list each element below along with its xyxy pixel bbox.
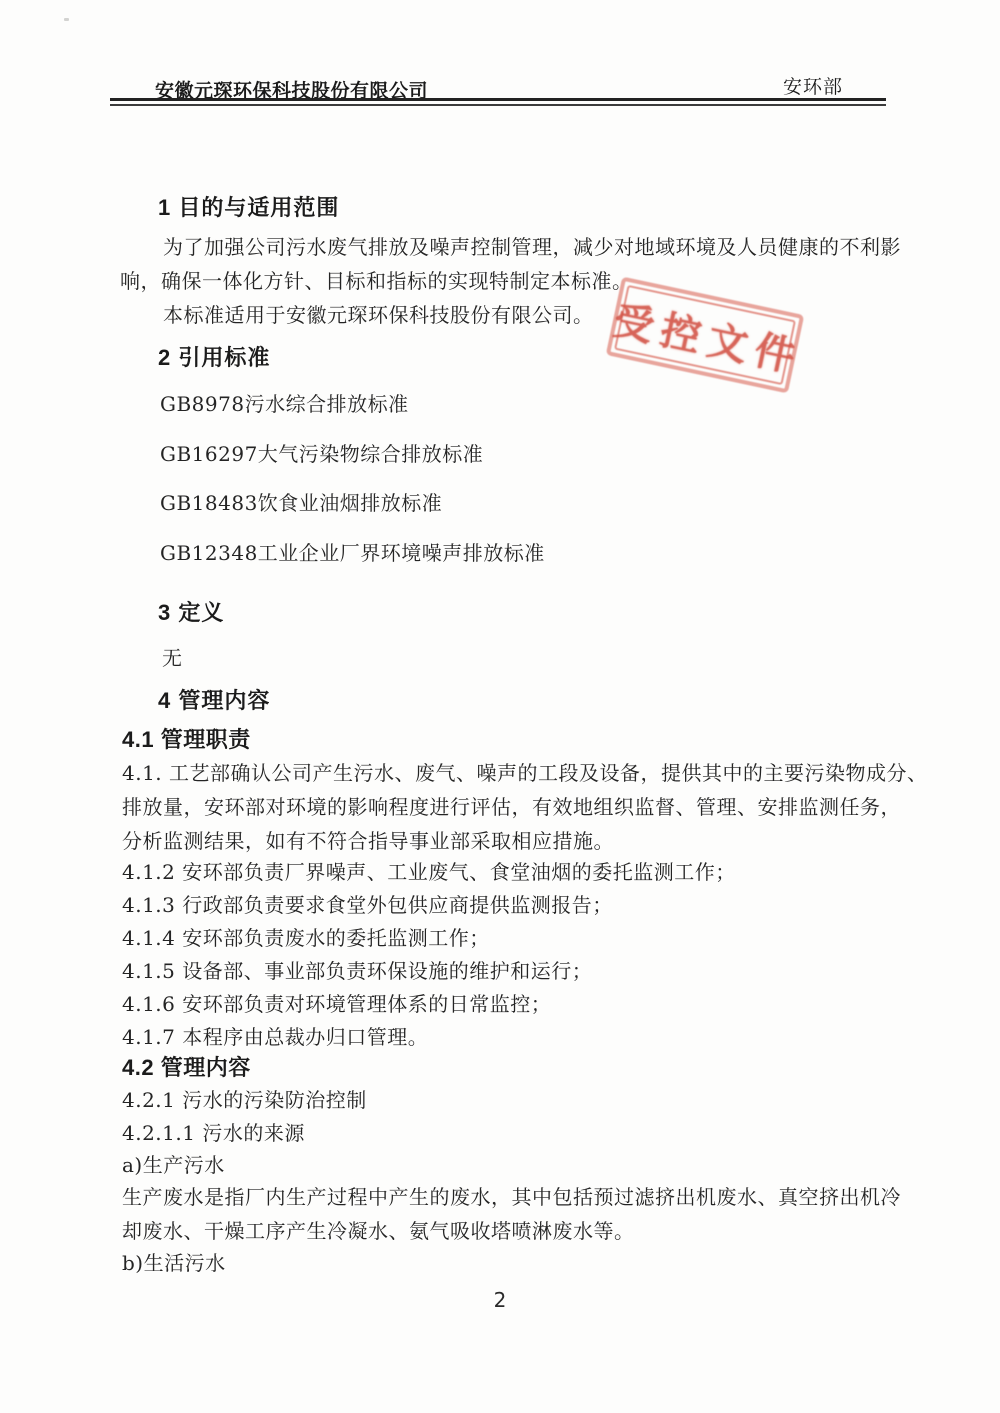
clause-4-1-line-2: 排放量，安环部对环境的影响程度进行评估，有效地组织监督、管理、安排监测任务，: [122, 795, 901, 819]
item-b-domestic-wastewater: b)生活污水: [122, 1251, 226, 1275]
clause-4-1-line-1: 4.1. 工艺部确认公司产生污水、废气、噪声的工段及设备，提供其中的主要污染物成分、: [122, 761, 928, 785]
section-2-title: 2 引用标准: [158, 345, 271, 370]
section-4-title: 4 管理内容: [158, 688, 271, 713]
production-wastewater-line-2: 却废水、干燥工序产生冷凝水、氨气吸收塔喷淋废水等。: [122, 1219, 635, 1243]
reference-item: [160, 487, 442, 516]
clause-4-1-4: 4.1.4 安环部负责废水的委托监测工作；: [122, 926, 490, 950]
reference-name: 饮食业油烟排放标准: [257, 491, 443, 515]
clause-4-1-line-3: 分析监测结果，如有不符合指导事业部采取相应措施。: [122, 829, 614, 853]
reference-code: GB8978: [160, 392, 245, 416]
stamp-text: 受控文件: [609, 295, 808, 382]
production-wastewater-line-1: 生产废水是指厂内生产过程中产生的废水，其中包括预过滤挤出机废水、真空挤出机冷: [122, 1185, 901, 1209]
section-1-paragraph-line-1: 为了加强公司污水废气排放及噪声控制管理，减少对地域环境及人员健康的不利影: [163, 235, 901, 259]
controlled-document-stamp: [606, 277, 808, 394]
stamp-inner-border: [609, 285, 808, 385]
clause-4-1-5: 4.1.5 设备部、事业部负责环保设施的维护和运行；: [122, 959, 593, 983]
reference-code: GB18483: [160, 491, 258, 515]
clause-4-1-3: 4.1.3 行政部负责要求食堂外包供应商提供监测报告；: [122, 893, 613, 917]
reference-item: [160, 537, 545, 566]
reference-name: 工业企业厂界环境噪声排放标准: [257, 541, 545, 565]
reference-item: [160, 388, 409, 417]
header-department: 安环部: [783, 77, 844, 98]
header-double-rule: [110, 98, 886, 106]
section-4-2-title: 4.2 管理内容: [122, 1055, 251, 1080]
header-company-name: 安徽元琛环保科技股份有限公司: [155, 81, 429, 102]
section-3-none: 无: [162, 646, 183, 670]
section-4-1-title: 4.1 管理职责: [122, 727, 251, 752]
reference-code: GB16297: [160, 442, 258, 466]
reference-code: GB12348: [160, 541, 258, 565]
page-number: 2: [493, 1288, 507, 1312]
clause-4-1-7: 4.1.7 本程序由总裁办归口管理。: [122, 1025, 429, 1049]
reference-name: 大气污染物综合排放标准: [257, 442, 484, 466]
section-1-paragraph-line-2: 响，确保一体化方针、目标和指标的实现特制定本标准。: [120, 269, 633, 293]
section-3-title: 3 定义: [158, 600, 225, 625]
clause-4-2-1: 4.2.1 污水的污染防治控制: [122, 1088, 367, 1112]
item-a-production-wastewater: a)生产污水: [122, 1153, 225, 1177]
scan-artifact-dot: [64, 18, 69, 21]
clause-4-1-2: 4.1.2 安环部负责厂界噪声、工业废气、食堂油烟的委托监测工作；: [122, 860, 736, 884]
clause-4-1-6: 4.1.6 安环部负责对环境管理体系的日常监控；: [122, 992, 552, 1016]
clause-4-2-1-1: 4.2.1.1 污水的来源: [122, 1121, 305, 1145]
reference-item: [160, 438, 483, 467]
section-1-scope-line: 本标准适用于安徽元琛环保科技股份有限公司。: [163, 303, 594, 327]
section-1-title: 1 目的与适用范围: [158, 195, 340, 220]
reference-name: 污水综合排放标准: [244, 392, 409, 416]
